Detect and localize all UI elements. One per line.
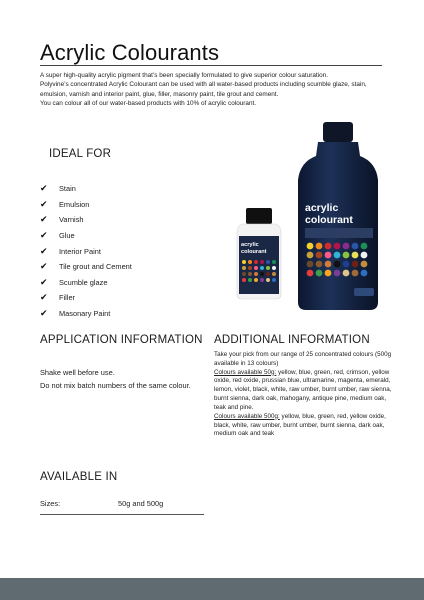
application-heading: APPLICATION INFORMATION xyxy=(40,334,203,346)
colours-500g xyxy=(214,413,394,439)
check-icon: ✔ xyxy=(40,198,48,209)
check-icon: ✔ xyxy=(40,245,48,256)
list-item: ✔ Scumble glaze xyxy=(40,276,108,287)
small-label-line2: colourant xyxy=(241,249,267,255)
colours-50g-list: yellow, blue, green, red, crimson, yellow oxide, red oxide, prussian blue, ultramarine, magenta, emerald, lemon, violet, black, white, raw umber, burnt umber, raw sienna, burnt sienna, dark oak, mahogany, antique pine, medium oak, teak and pine. xyxy=(214,368,392,411)
check-icon: ✔ xyxy=(40,308,48,319)
check-icon: ✔ xyxy=(40,261,48,272)
list-item: ✔ Tile grout and Cement xyxy=(40,261,132,272)
list-item: ✔ Masonary Paint xyxy=(40,308,111,319)
ideal-for-heading: IDEAL FOR xyxy=(49,148,112,160)
colours-50g-label: Colours available 50g: xyxy=(214,368,277,376)
intro-paragraph-2: Polyvine’s concentrated Acrylic Colourant can be used with all water-based products including scumble glaze, stain, emulsion, varnish and interior paint, glue, filler, masonry paint, tile grout and cement. xyxy=(40,81,367,98)
check-icon: ✔ xyxy=(40,183,48,194)
intro-text xyxy=(40,71,385,108)
colours-500g-label: Colours available 500g: xyxy=(214,412,280,420)
additional-heading: ADDITIONAL INFORMATION xyxy=(214,334,370,346)
list-item: ✔ Glue xyxy=(40,230,75,241)
check-icon: ✔ xyxy=(40,214,48,225)
sizes-value: 50g and 500g xyxy=(118,499,164,508)
check-icon: ✔ xyxy=(40,292,48,303)
ideal-for-list xyxy=(40,181,132,321)
bottle-body xyxy=(298,142,378,310)
sizes-divider xyxy=(40,514,204,515)
list-item: ✔ Emulsion xyxy=(40,198,90,209)
list-item: ✔ Varnish xyxy=(40,214,84,225)
large-bottle-image xyxy=(296,122,382,312)
list-item: ✔ Filler xyxy=(40,292,76,303)
intro-paragraph-1: A super high-quality acrylic pigment that’s been specially formulated to give superior colour saturation. xyxy=(40,72,328,79)
small-bottle-image xyxy=(234,208,284,300)
bottle-label-line1: acrylic xyxy=(305,202,339,214)
brand-logo xyxy=(354,288,374,296)
bottle-cap xyxy=(323,122,353,142)
sizes-label: Sizes: xyxy=(40,499,61,508)
page-title: Acrylic Colourants xyxy=(40,40,220,65)
check-icon: ✔ xyxy=(40,230,48,241)
small-bottle-cap xyxy=(246,208,272,224)
additional-intro: Take your pick from our range of 25 concentrated colours (500g available in 13 colours) xyxy=(214,351,392,367)
colours-500g-list: yellow, blue, green, red, yellow oxide, black, white, raw umber, burnt umber, burnt sienna, dark oak, medium oak and teak xyxy=(214,412,386,438)
label-description xyxy=(305,228,373,238)
colours-50g xyxy=(214,369,394,413)
small-label-line1: acrylic xyxy=(241,242,259,248)
title-divider xyxy=(40,65,382,66)
footer-band xyxy=(0,578,424,600)
application-line-2: Do not mix batch numbers of the same colour. xyxy=(40,380,191,390)
bottle-label-line2: colourant xyxy=(305,214,353,226)
list-item: ✔ Interior Paint xyxy=(40,245,101,256)
application-text xyxy=(40,367,210,392)
available-in-heading: AVAILABLE IN xyxy=(40,471,118,483)
application-line-1: Shake well before use. xyxy=(40,368,115,377)
intro-paragraph-3: You can colour all of our water-based products with 10% of acrylic colourant. xyxy=(40,99,257,107)
check-icon: ✔ xyxy=(40,276,48,287)
list-item: ✔ Stain xyxy=(40,183,76,194)
additional-text xyxy=(214,351,394,439)
